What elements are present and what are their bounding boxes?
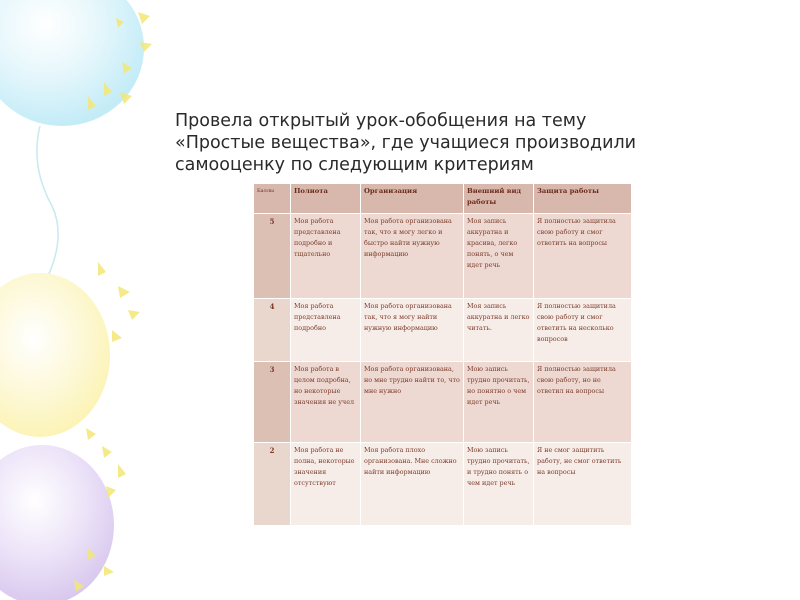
- score-cell: 2: [254, 443, 291, 526]
- criteria-table: [253, 183, 632, 526]
- slide-heading: Провела открытый урок-обобщения на тему «Простые вещества», где учащиеся производили самооценку по следующим критериям: [175, 111, 637, 175]
- balloon-purple-icon: [0, 445, 114, 600]
- criterion-cell: Моя работа плохо организована. Мне сложно найти информацию: [361, 443, 464, 526]
- table-header-cell: Баллы: [254, 184, 291, 214]
- criterion-cell: Моя работа организована так, что я могу легко и быстро найти нужную информацию: [361, 214, 464, 299]
- table-header-cell: Организация: [361, 184, 464, 214]
- table-header-cell: Полнота: [291, 184, 361, 214]
- table-row: [254, 214, 632, 299]
- table-header-cell: Внешний вид работы: [464, 184, 534, 214]
- criterion-cell: Мою запись трудно прочитать, но понятно о чем идет речь: [464, 361, 534, 443]
- criterion-cell: Моя запись аккуратна и легко читать.: [464, 298, 534, 361]
- criterion-cell: Моя работа представлена подробно и тщательно: [291, 214, 361, 299]
- score-cell: 4: [254, 298, 291, 361]
- criterion-cell: Я полностью защитила свою работу, но не ответил на вопросы: [534, 361, 632, 443]
- criterion-cell: Моя работа организована, но мне трудно найти то, что мне нужно: [361, 361, 464, 443]
- table-header-row: [254, 184, 632, 214]
- criterion-cell: Я не смог защитить работу, не смог ответить на вопросы: [534, 443, 632, 526]
- table-row: [254, 361, 632, 443]
- criterion-cell: Мою запись трудно прочитать, и трудно понять о чем идет речь: [464, 443, 534, 526]
- table-body: [254, 214, 632, 526]
- table-row: [254, 443, 632, 526]
- criterion-cell: Моя работа организована так, что я могу найти нужную информацию: [361, 298, 464, 361]
- criterion-cell: Моя работа не полна, некоторые значения отсутствуют: [291, 443, 361, 526]
- table-row: [254, 298, 632, 361]
- criterion-cell: Моя запись аккуратна и красива, легко понять, о чем идет речь: [464, 214, 534, 299]
- table-header-cell: Защита работы: [534, 184, 632, 214]
- score-cell: 3: [254, 361, 291, 443]
- balloon-blue-icon: [0, 0, 144, 276]
- criterion-cell: Моя работа в целом подробна, но некоторые значения не учел: [291, 361, 361, 443]
- balloon-yellow-icon: [0, 273, 110, 437]
- criterion-cell: Я полностью защитила свою работу и смог ответить на несколько вопросов: [534, 298, 632, 361]
- criterion-cell: Моя работа представлена подробно: [291, 298, 361, 361]
- score-cell: 5: [254, 214, 291, 299]
- criterion-cell: Я полностью защитила свою работу и смог ответить на вопросы: [534, 214, 632, 299]
